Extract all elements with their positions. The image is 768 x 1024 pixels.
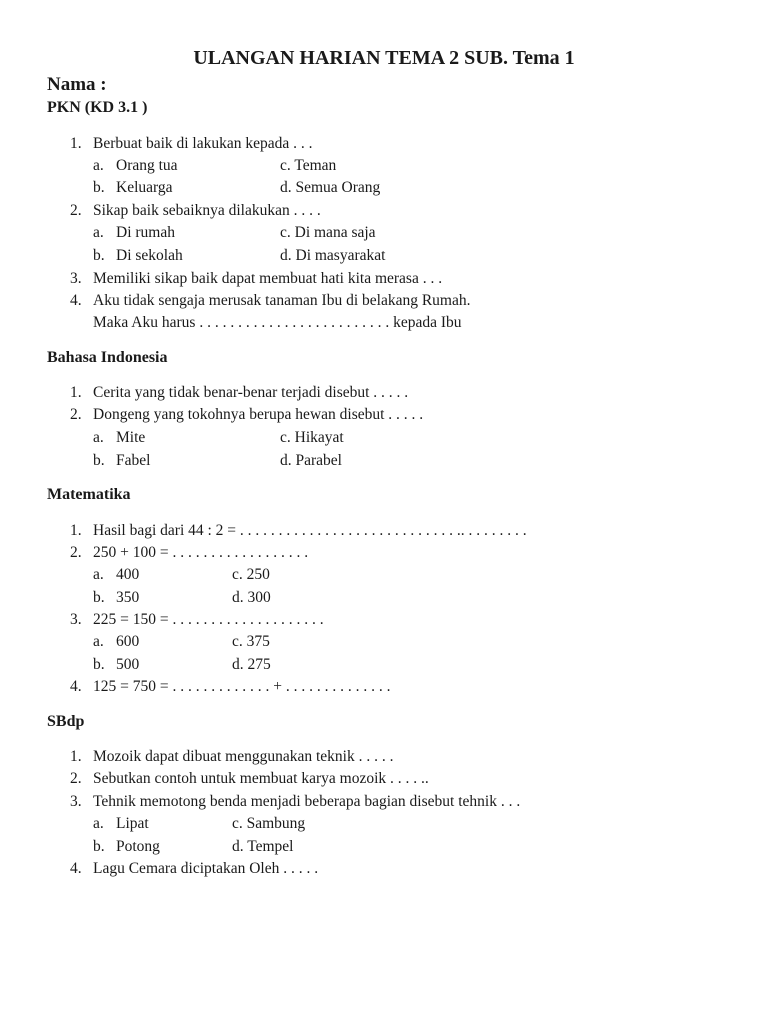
question-text: Mozoik dapat dibuat menggunakan teknik . . . . . — [93, 748, 394, 765]
option-letter: a. — [93, 815, 104, 832]
option-letter: a. — [93, 224, 104, 241]
option-b: 500 — [116, 656, 140, 673]
option-row — [0, 155, 768, 177]
option-d: d. 300 — [232, 589, 271, 606]
option-row — [0, 654, 768, 676]
question-text: Aku tidak sengaja merusak tanaman Ibu di belakang Rumah. — [93, 292, 471, 309]
question-number: 3. — [70, 611, 82, 628]
question-text: Cerita yang tidak benar-benar terjadi disebut . . . . . — [93, 384, 409, 401]
question-row — [0, 676, 768, 698]
option-letter: b. — [93, 247, 105, 264]
option-letter: b. — [93, 589, 105, 606]
question-number: 4. — [70, 292, 82, 309]
question-continuation — [0, 312, 768, 334]
question-row — [0, 290, 768, 312]
option-a: Mite — [116, 429, 146, 446]
option-row — [0, 587, 768, 609]
option-letter: a. — [93, 429, 104, 446]
option-row — [0, 222, 768, 244]
question-row — [0, 520, 768, 542]
option-letter: a. — [93, 157, 104, 174]
option-row — [0, 450, 768, 472]
page-title: ULANGAN HARIAN TEMA 2 SUB. Tema 1 — [193, 47, 575, 69]
question-text: Berbuat baik di lakukan kepada . . . — [93, 135, 313, 152]
option-d: d. Semua Orang — [280, 179, 381, 196]
question-text: Hasil bagi dari 44 : 2 = . . . . . . . . . . . . . . . . . . . . . . . . . . . . .. . . . . . . . . — [93, 522, 527, 539]
option-b: Potong — [116, 838, 160, 855]
question-text: 225 = 150 = . . . . . . . . . . . . . . . . . . . . — [93, 611, 324, 628]
option-letter: b. — [93, 452, 105, 469]
question-number: 2. — [70, 544, 82, 561]
option-letter: a. — [93, 633, 104, 650]
question-row — [0, 542, 768, 564]
question-row — [0, 133, 768, 155]
question-text-line2: Maka Aku harus . . . . . . . . . . . . . . . . . . . . . . . . . kepada Ibu — [93, 314, 462, 331]
option-row — [0, 631, 768, 653]
question-number: 2. — [70, 770, 82, 787]
question-number: 1. — [70, 135, 82, 152]
question-text: Sikap baik sebaiknya dilakukan . . . . — [93, 202, 321, 219]
question-row — [0, 858, 768, 880]
question-number: 3. — [70, 793, 82, 810]
name-label: Nama : — [47, 74, 107, 95]
option-c: c. Teman — [280, 157, 337, 174]
question-number: 1. — [70, 384, 82, 401]
option-row — [0, 836, 768, 858]
option-letter: b. — [93, 179, 105, 196]
option-b: Keluarga — [116, 179, 173, 196]
question-text: Tehnik memotong benda menjadi beberapa bagian disebut tehnik . . . — [93, 793, 521, 810]
question-row — [0, 609, 768, 631]
option-b: Fabel — [116, 452, 151, 469]
question-number: 2. — [70, 202, 82, 219]
question-row — [0, 200, 768, 222]
question-number: 4. — [70, 678, 82, 695]
option-a: Di rumah — [116, 224, 175, 241]
option-a: Lipat — [116, 815, 149, 832]
question-text: Dongeng yang tokohnya berupa hewan disebut . . . . . — [93, 406, 424, 423]
option-c: c. Sambung — [232, 815, 306, 832]
option-b: Di sekolah — [116, 247, 183, 264]
section-heading-bahasa: Bahasa Indonesia — [47, 349, 168, 366]
option-row — [0, 245, 768, 267]
option-row — [0, 564, 768, 586]
option-c: c. Di mana saja — [280, 224, 376, 241]
option-a: 600 — [116, 633, 140, 650]
question-number: 1. — [70, 522, 82, 539]
question-row — [0, 746, 768, 768]
option-letter: b. — [93, 838, 105, 855]
question-number: 4. — [70, 860, 82, 877]
option-d: d. 275 — [232, 656, 271, 673]
option-c: c. 250 — [232, 566, 270, 583]
question-number: 3. — [70, 270, 82, 287]
question-text: Lagu Cemara diciptakan Oleh . . . . . — [93, 860, 319, 877]
question-row — [0, 791, 768, 813]
option-a: 400 — [116, 566, 140, 583]
option-a: Orang tua — [116, 157, 178, 174]
section-heading-matematika: Matematika — [47, 486, 131, 503]
option-d: d. Parabel — [280, 452, 342, 469]
question-text: Sebutkan contoh untuk membuat karya mozoik . . . . .. — [93, 770, 429, 787]
option-letter: a. — [93, 566, 104, 583]
option-row — [0, 427, 768, 449]
option-row — [0, 177, 768, 199]
option-d: d. Di masyarakat — [280, 247, 386, 264]
question-number: 2. — [70, 406, 82, 423]
question-number: 1. — [70, 748, 82, 765]
question-row — [0, 768, 768, 790]
option-d: d. Tempel — [232, 838, 294, 855]
question-text: 125 = 750 = . . . . . . . . . . . . . + . . . . . . . . . . . . . . — [93, 678, 391, 695]
option-row — [0, 813, 768, 835]
option-c: c. 375 — [232, 633, 270, 650]
option-c: c. Hikayat — [280, 429, 344, 446]
question-text: 250 + 100 = . . . . . . . . . . . . . . . . . . — [93, 544, 309, 561]
option-b: 350 — [116, 589, 140, 606]
option-letter: b. — [93, 656, 105, 673]
section-heading-pkn: PKN (KD 3.1 ) — [47, 99, 148, 116]
question-row — [0, 382, 768, 404]
question-row — [0, 268, 768, 290]
question-text: Memiliki sikap baik dapat membuat hati kita merasa . . . — [93, 270, 443, 287]
section-heading-sbdp: SBdp — [47, 713, 85, 730]
question-row — [0, 404, 768, 426]
